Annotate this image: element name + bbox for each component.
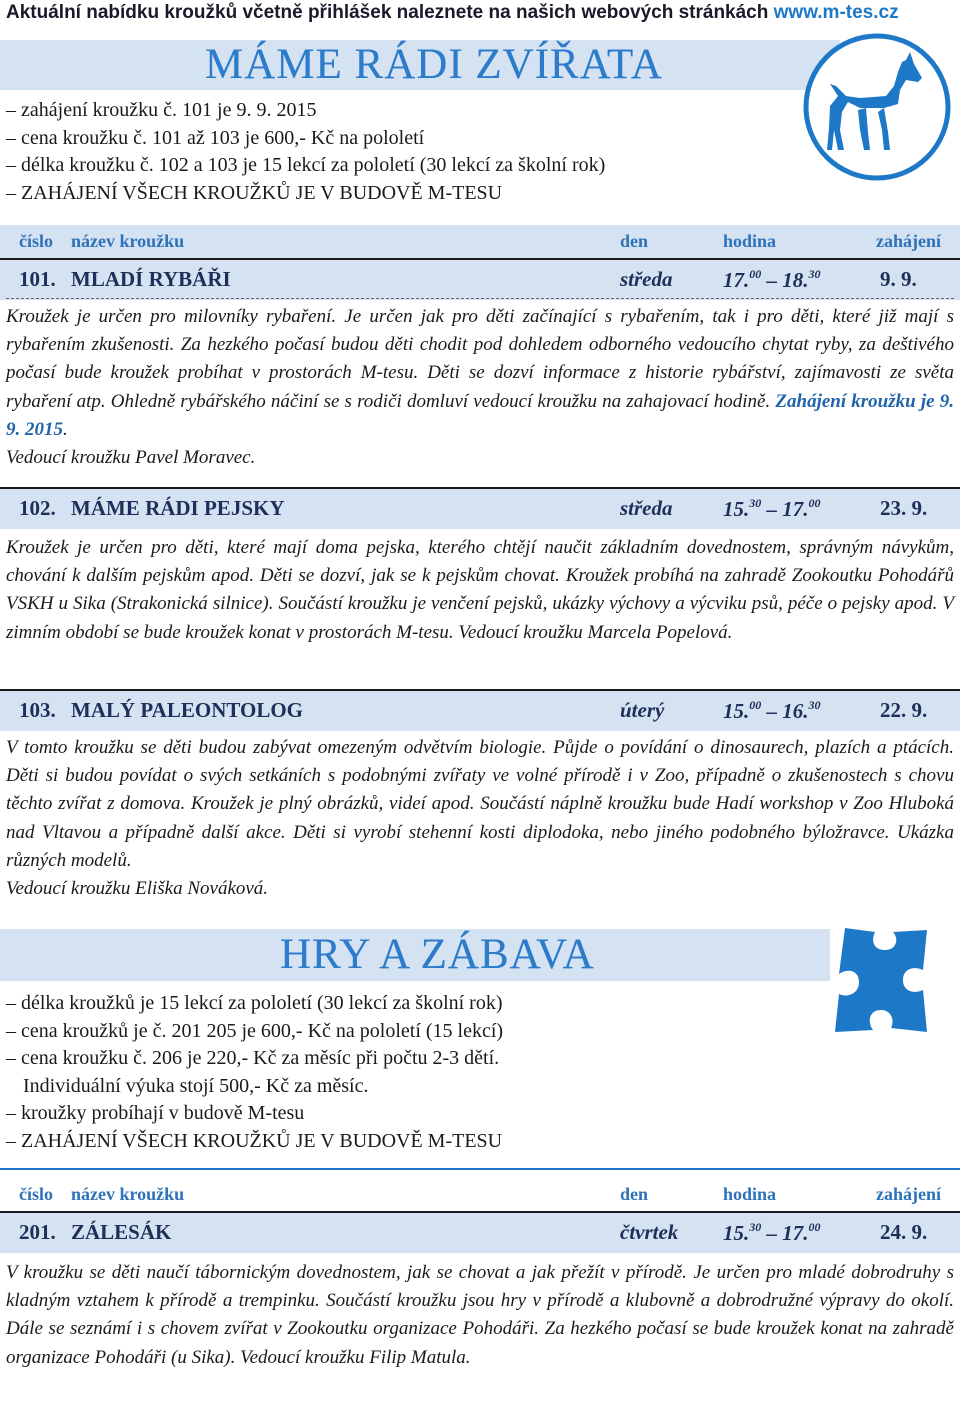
course-start: 24. 9. [880, 1220, 928, 1244]
info-line: – cena kroužku č. 101 až 103 je 600,- Kč na pololetí [6, 126, 425, 149]
course-number: 102. [19, 496, 56, 520]
col-den: den [620, 231, 649, 251]
course-name: MLADÍ RYBÁŘI [71, 267, 231, 291]
col-nazev: název kroužku [71, 231, 185, 251]
course-time: 17.00 – 18.30 [723, 267, 821, 292]
course-day: čtvrtek [620, 1220, 679, 1244]
course-day: středa [620, 267, 673, 291]
course-description-102 [6, 534, 954, 647]
info-line: Individuální výuka stojí 500,- Kč za měsíc. [23, 1074, 369, 1097]
top-notice [6, 2, 899, 24]
info-line: – cena kroužku č. 206 je 220,- Kč za měsíc při počtu 2-3 dětí. [6, 1047, 500, 1069]
column-header [0, 225, 960, 258]
course-row-101 [0, 258, 960, 300]
course-name: ZÁLESÁK [71, 1220, 172, 1244]
section-banner-hry [0, 929, 830, 981]
course-row-201 [0, 1211, 960, 1253]
info-line: – zahájení kroužku č. 101 je 9. 9. 2015 [6, 99, 317, 121]
section-title-zvirata: MÁME RÁDI ZVÍŘATA [205, 41, 663, 88]
info-line: – délka kroužků je 15 lekcí za pololetí (30 lekcí za školní rok) [6, 992, 503, 1014]
top-notice-text: Aktuální nabídku kroužků včetně přihlášek naleznete na našich webových stránkách [6, 2, 774, 23]
section-title-hry: HRY A ZÁBAVA [280, 931, 595, 978]
course-name: MALÝ PALEONTOLOG [71, 698, 303, 722]
description-text: V tomto kroužku se děti budou zabývat omezeným odvětvím biologie. Půjde o povídání o dinosaurech, plazích a ptácích. Děti si budou povídat o svých setkáních s podobnými zvířaty ve volné přírodě i v Zoo, případně o zkušenostech s chovu těchto zvířat z domova. Kroužek je plný obrázků, videí apod. Součástí náplně kroužku bude Hadí workshop v Zoo Hluboká nad Vltavou a případně další akce. Děti si vyrobí stehenní kosti diplodoka, nebo jiného podobného býložravce. Ukázka různých modelů. [6, 737, 954, 871]
course-time: 15.30 – 17.00 [723, 1220, 821, 1245]
description-text: Kroužek je určen pro milovníky rybaření. Je určen jak pro děti začínající s rybařením, tak i pro děti, které již mají s rybařením zkušenosti. Za hezkého počasí budou děti chodit pod dohledem odborného vedoucího chytat ryby, za deštivého počasí bude kroužek probíhat v prostorách M-tesu. Děti se dozví informace z historie rybářství, zajímavosti ze světa rybaření atp. Ohledně rybářského náčiní se s rodiči domluví vedoucí kroužku na zahajovací hodině. [6, 306, 954, 412]
dog-icon [802, 32, 952, 182]
course-leader: Vedoucí kroužku Eliška Nováková. [6, 878, 269, 900]
section2-info [6, 990, 503, 1155]
course-number: 201. [19, 1220, 56, 1244]
course-time: 15.00 – 16.30 [723, 698, 821, 723]
course-time: 15.30 – 17.00 [723, 496, 821, 521]
course-leader: Vedoucí kroužku Pavel Moravec. [6, 447, 256, 469]
course-description-201 [6, 1259, 954, 1372]
info-line: – ZAHÁJENÍ VŠECH KROUŽKŮ JE V BUDOVĚ M-TESU [6, 1129, 503, 1152]
info-line: – ZAHÁJENÍ VŠECH KROUŽKŮ JE V BUDOVĚ M-TESU [6, 181, 503, 204]
course-number: 103. [19, 698, 56, 722]
course-number: 101. [19, 267, 56, 291]
course-start: 9. 9. [880, 267, 917, 291]
info-line: – cena kroužků je č. 201 205 je 600,- Kč na pololetí (15 lekcí) [6, 1019, 504, 1042]
start-highlight: Zahájení kroužku je 9. 9. 2015 [6, 390, 954, 440]
col-cislo: číslo [19, 231, 53, 251]
website-link[interactable]: www.m-tes.cz [773, 2, 899, 23]
description-text: V kroužku se děti naučí tábornickým dovednostem, jak se chovat a jak přežít v přírodě. Je určen pro mladé dobrodruhy s kladným vztahem k přírodě a trempinku. Součástí kroužku jsou hry v přírodě a klubovně a dobrodružné výpravy do okolí. Dále se seznámí i s chovem zvířat v Zookoutku organizace Pohodáři. Za hezkého počasí se bude kroužek konat na zahradě organizace Pohodáři (u Sika). Vedoucí kroužku Filip Matula. [6, 1262, 954, 1368]
divider [6, 298, 954, 299]
course-row-103 [0, 689, 960, 731]
course-day: úterý [620, 698, 665, 722]
info-line: – délka kroužku č. 102 a 103 je 15 lekcí za pololetí (30 lekcí za školní rok) [6, 154, 606, 176]
course-start: 23. 9. [880, 496, 928, 520]
section-banner-zvirata [0, 40, 840, 90]
description-text: Kroužek je určen pro děti, které mají doma pejska, kterého chtějí naučit základním dovednostem, správným návykům, chování k dalším pejskům apod. Děti se dozví, jak se k pejskům chovat. Kroužek probíhá na zahradě Zookoutku Pohodářů VSKH u Sika (Strakonická silnice). Součástí kroužku je venčení pejsků, ukázky výchovy a výcviku psů, péče o pejsky apod. V zimním období se bude kroužek konat v prostorách M-tesu. Vedoucí kroužku Marcela Popelová. [6, 537, 954, 643]
col-nazev: název kroužku [71, 1184, 185, 1204]
course-day: středa [620, 496, 673, 520]
col-zahajeni: zahájení [876, 1184, 941, 1204]
course-start: 22. 9. [880, 698, 928, 722]
col-hodina: hodina [723, 1184, 777, 1204]
col-den: den [620, 1184, 649, 1204]
column-header [0, 1178, 960, 1211]
puzzle-icon [805, 908, 955, 1058]
col-zahajeni: zahájení [876, 231, 941, 251]
course-row-102 [0, 487, 960, 529]
course-description-103 [6, 734, 954, 903]
divider [0, 1168, 960, 1170]
info-line: – kroužky probíhají v budově M-tesu [6, 1102, 305, 1124]
col-hodina: hodina [723, 231, 777, 251]
course-description-101: Kroužek je určen pro milovníky rybaření. Je určen jak pro děti začínající s rybařením, tak i pro děti, které již mají s rybařením zkušenosti. Za hezkého počasí budou děti chodit pod dohledem odborného vedoucího chytat ryby, za deštivého počasí bude kroužek probíhat v prostorách M-tesu. Děti se dozví informace z historie rybářství, zajímavosti ze světa rybaření atp. Ohledně rybářského náčiní se s rodiči domluví vedoucí kroužku na zahajovací hodině. Zahájení kroužku je 9. 9. 2015. Vedoucí kroužku Pavel Moravec. [6, 306, 954, 469]
col-cislo: číslo [19, 1184, 53, 1204]
section1-info [6, 97, 605, 207]
course-name: MÁME RÁDI PEJSKY [71, 496, 285, 520]
